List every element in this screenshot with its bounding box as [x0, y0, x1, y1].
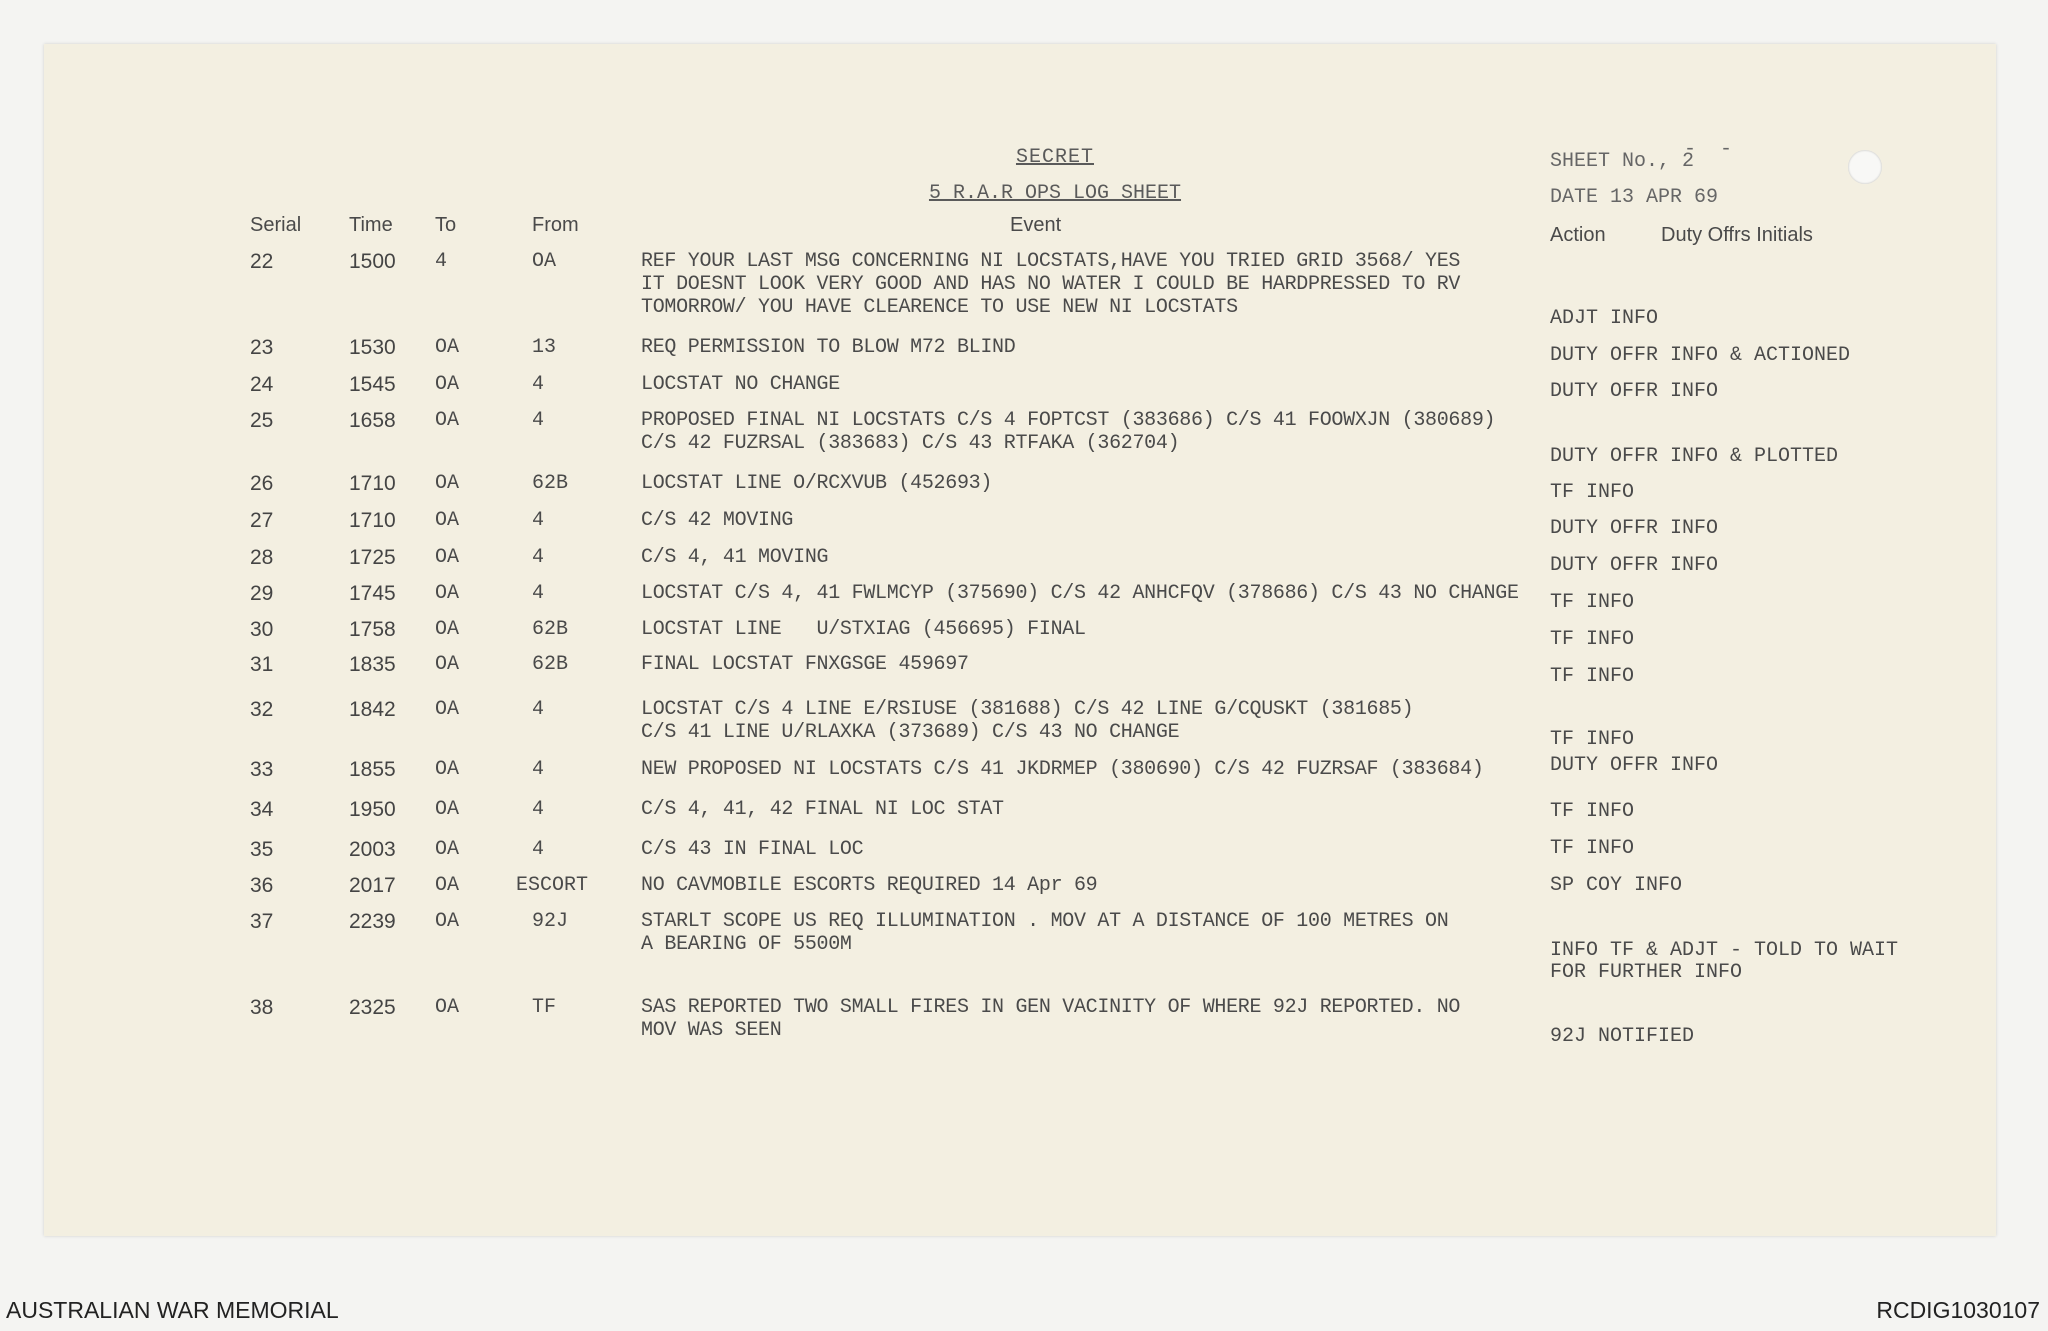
row-time: 1855: [349, 758, 396, 781]
row-action: DUTY OFFR INFO: [1550, 554, 1719, 577]
sheet-date: DATE 13 APR 69: [1550, 186, 1719, 209]
corner-mark: - -: [1684, 138, 1739, 161]
row-event-line: LOCSTAT LINE O/RCXVUB (452693): [641, 472, 993, 495]
row-time: 2003: [349, 838, 396, 861]
row-serial: 35: [250, 838, 274, 861]
row-event-line: REQ PERMISSION TO BLOW M72 BLIND: [641, 336, 1016, 359]
row-from: ESCORT: [516, 874, 589, 897]
row-time: 2239: [349, 910, 396, 933]
row-action: DUTY OFFR INFO & ACTIONED: [1550, 344, 1851, 367]
row-from: 4: [532, 373, 545, 396]
row-action: TF INFO: [1550, 628, 1635, 651]
row-to: OA: [435, 582, 460, 605]
row-event-line: LOCSTAT C/S 4 LINE E/RSIUSE (381688) C/S 42 LINE G/CQUSKT (381685): [641, 698, 1414, 721]
row-to: OA: [435, 653, 460, 676]
footer-id: RCDIG1030107: [1876, 1297, 2040, 1323]
row-from: 4: [532, 546, 545, 569]
row-event-line: IT DOESNT LOOK VERY GOOD AND HAS NO WATER I COULD BE HARDPRESSED TO RV: [641, 273, 1461, 296]
row-action: DUTY OFFR INFO: [1550, 380, 1719, 403]
row-from: 4: [532, 758, 545, 781]
row-event-line: LOCSTAT C/S 4, 41 FWLMCYP (375690) C/S 42 ANHCFQV (378686) C/S 43 NO CHANGE: [641, 582, 1519, 605]
col-header-serial: Serial: [250, 214, 302, 236]
row-from: 92J: [532, 910, 569, 933]
row-event-line: TOMORROW/ YOU HAVE CLEARENCE TO USE NEW NI LOCSTATS: [641, 296, 1238, 319]
row-time: 1835: [349, 653, 396, 676]
row-serial: 33: [250, 758, 274, 781]
row-from: 4: [532, 698, 545, 721]
row-event-line: C/S 42 FUZRSAL (383683) C/S 43 RTFAKA (362704): [641, 432, 1180, 455]
row-serial: 38: [250, 996, 274, 1019]
col-header-action: Action: [1550, 224, 1606, 246]
row-action: DUTY OFFR INFO & PLOTTED: [1550, 445, 1839, 468]
row-action: TF INFO: [1550, 728, 1635, 751]
row-from: OA: [532, 250, 557, 273]
row-from: 4: [532, 798, 545, 821]
row-time: 1530: [349, 336, 396, 359]
row-from: 62B: [532, 653, 569, 676]
row-to: OA: [435, 472, 460, 495]
row-from: 4: [532, 409, 545, 432]
row-action: TF INFO: [1550, 591, 1635, 614]
page-title: 5 R.A.R OPS LOG SHEET: [928, 182, 1182, 205]
row-serial: 34: [250, 798, 274, 821]
row-serial: 25: [250, 409, 274, 432]
row-from: 62B: [532, 618, 569, 641]
row-action: DUTY OFFR INFO: [1550, 517, 1719, 540]
row-event-line: FINAL LOCSTAT FNXGSGE 459697: [641, 653, 969, 676]
row-time: 2325: [349, 996, 396, 1019]
row-to: OA: [435, 874, 460, 897]
row-to: OA: [435, 758, 460, 781]
row-to: OA: [435, 618, 460, 641]
row-to: OA: [435, 798, 460, 821]
row-serial: 28: [250, 546, 274, 569]
row-time: 1758: [349, 618, 396, 641]
row-to: OA: [435, 838, 460, 861]
row-action: SP COY INFO: [1550, 874, 1683, 897]
row-action: DUTY OFFR INFO: [1550, 754, 1719, 777]
row-serial: 30: [250, 618, 274, 641]
row-action: INFO TF & ADJT - TOLD TO WAIT FOR FURTHER INFO: [1550, 939, 1899, 984]
row-serial: 24: [250, 373, 274, 396]
row-from: 4: [532, 582, 545, 605]
row-from: 13: [532, 336, 557, 359]
punch-hole: [1848, 150, 1882, 184]
row-time: 1950: [349, 798, 396, 821]
row-action: TF INFO: [1550, 837, 1635, 860]
row-time: 1745: [349, 582, 396, 605]
row-event-line: STARLT SCOPE US REQ ILLUMINATION . MOV AT A DISTANCE OF 100 METRES ON: [641, 910, 1449, 933]
row-action: 92J NOTIFIED: [1550, 1025, 1695, 1048]
row-event-line: C/S 4, 41 MOVING: [641, 546, 829, 569]
row-serial: 23: [250, 336, 274, 359]
row-to: OA: [435, 910, 460, 933]
row-serial: 22: [250, 250, 274, 273]
row-event-line: MOV WAS SEEN: [641, 1019, 782, 1042]
row-to: OA: [435, 996, 460, 1019]
col-header-from: From: [532, 214, 579, 236]
row-to: OA: [435, 698, 460, 721]
row-event-line: C/S 42 MOVING: [641, 509, 794, 532]
col-header-event: Event: [1010, 214, 1062, 236]
row-time: 1710: [349, 472, 396, 495]
row-serial: 26: [250, 472, 274, 495]
row-time: 1545: [349, 373, 396, 396]
row-serial: 32: [250, 698, 274, 721]
col-header-initials: Duty Offrs Initials: [1661, 224, 1813, 246]
row-to: OA: [435, 509, 460, 532]
row-to: OA: [435, 373, 460, 396]
row-event-line: NO CAVMOBILE ESCORTS REQUIRED 14 Apr 69: [641, 874, 1098, 897]
row-time: 1500: [349, 250, 396, 273]
row-action: TF INFO: [1550, 481, 1635, 504]
row-time: 1710: [349, 509, 396, 532]
row-serial: 31: [250, 653, 274, 676]
row-event-line: LOCSTAT NO CHANGE: [641, 373, 840, 396]
row-action: TF INFO: [1550, 665, 1635, 688]
row-to: OA: [435, 546, 460, 569]
row-from: TF: [532, 996, 557, 1019]
row-serial: 37: [250, 910, 274, 933]
row-event-line: PROPOSED FINAL NI LOCSTATS C/S 4 FOPTCST (383686) C/S 41 FOOWXJN (380689): [641, 409, 1496, 432]
row-from: 62B: [532, 472, 569, 495]
row-to: OA: [435, 409, 460, 432]
row-event-line: A BEARING OF 5500M: [641, 933, 852, 956]
row-serial: 36: [250, 874, 274, 897]
row-time: 2017: [349, 874, 396, 897]
row-event-line: C/S 4, 41, 42 FINAL NI LOC STAT: [641, 798, 1004, 821]
row-time: 1842: [349, 698, 396, 721]
col-header-time: Time: [349, 214, 393, 236]
row-event-line: NEW PROPOSED NI LOCSTATS C/S 41 JKDRMEP (380690) C/S 42 FUZRSAF (383684): [641, 758, 1484, 781]
classification-heading: SECRET: [1015, 146, 1094, 169]
row-time: 1658: [349, 409, 396, 432]
row-action: TF INFO: [1550, 800, 1635, 823]
col-header-to: To: [435, 214, 457, 236]
footer-source: AUSTRALIAN WAR MEMORIAL: [6, 1297, 339, 1323]
row-event-line: C/S 41 LINE U/RLAXKA (373689) C/S 43 NO CHANGE: [641, 721, 1180, 744]
row-from: 4: [532, 509, 545, 532]
sheet-number: SHEET No., 2: [1550, 150, 1695, 173]
row-to: 4: [435, 250, 448, 273]
row-event-line: LOCSTAT LINE U/STXIAG (456695) FINAL: [641, 618, 1086, 641]
row-serial: 29: [250, 582, 274, 605]
row-serial: 27: [250, 509, 274, 532]
row-action: ADJT INFO: [1550, 307, 1659, 330]
row-time: 1725: [349, 546, 396, 569]
row-event-line: C/S 43 IN FINAL LOC: [641, 838, 864, 861]
row-to: OA: [435, 336, 460, 359]
row-event-line: SAS REPORTED TWO SMALL FIRES IN GEN VACINITY OF WHERE 92J REPORTED. NO: [641, 996, 1461, 1019]
row-from: 4: [532, 838, 545, 861]
row-event-line: REF YOUR LAST MSG CONCERNING NI LOCSTATS,HAVE YOU TRIED GRID 3568/ YES: [641, 250, 1461, 273]
